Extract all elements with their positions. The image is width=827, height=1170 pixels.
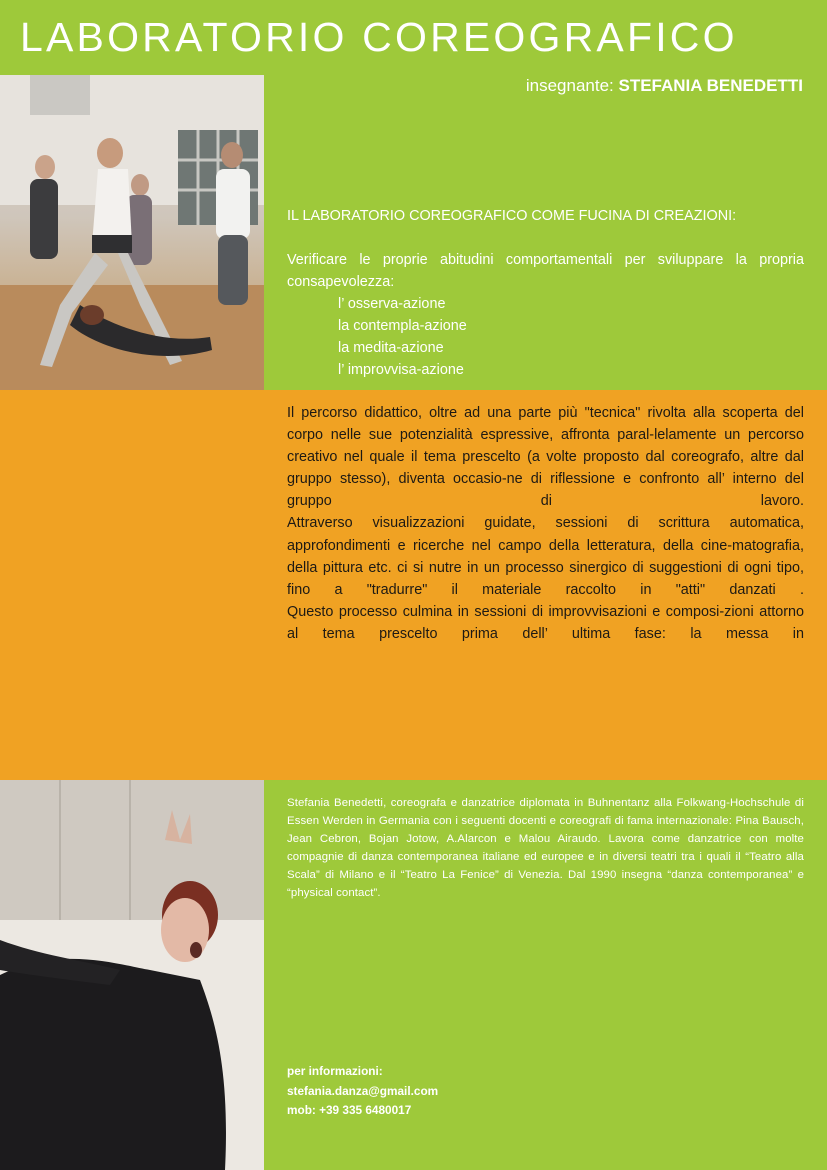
intro-paragraph: Verificare le proprie abitudini comportamentali per sviluppare la propria consapevolezza: <box>287 252 804 290</box>
contact-email[interactable]: stefania.danza@gmail.com <box>287 1083 439 1098</box>
list-item: la medita-azione <box>338 340 444 356</box>
contact-phone[interactable]: mob: +39 335 6480017 <box>287 1103 412 1118</box>
intro-section <box>287 205 804 381</box>
contact-block <box>287 1062 438 1121</box>
course-description <box>287 402 804 668</box>
teacher-line <box>526 76 803 96</box>
page-title: LABORATORIO COREOGRAFICO <box>20 14 738 60</box>
teacher-portrait-photo <box>0 780 264 1170</box>
contact-label: per informazioni: <box>287 1064 383 1078</box>
teacher-name: STEFANIA BENEDETTI <box>618 76 803 95</box>
list-item: la contempla-azione <box>338 318 467 334</box>
dance-class-photo <box>0 75 264 390</box>
intro-heading: IL LABORATORIO COREOGRAFICO COME FUCINA DI CREAZIONI: <box>287 208 737 224</box>
course-paragraph-3: Questo processo culmina in sessioni di improvvisazioni e composi-zioni attorno al tema prescelto prima dell’ ultima fase: la messa in <box>287 603 804 642</box>
teacher-bio: Stefania Benedetti, coreografa e danzatrice diplomata in Buhnentanz alla Folkwang-Hochschule di Essen Werden in Germania con i seguenti docenti e coreografi di fama internazionale: Pina Bausch, Jean Cebron, Bojan Jotow, A.Alarcon e Malou Airaudo. Lavora come danzatrice con molte compagnie di danza contemporanea italiane ed europee e in diversi teatri tra i quali il “Teatro alla Scala” di Milano e il “Teatro La Fenice” di Venezia. Dal 1990 insegna “danza contemporanea” e “physical contact”. <box>287 797 804 899</box>
course-paragraph-1: Il percorso didattico, oltre ad una parte più "tecnica" rivolta alla scoperta del corpo nelle sue potenzialità espressive, affronta paral-lelamente un percorso creativo nel quale il tema prescelto (a volte proposto dal coreografo, altre dal gruppo stesso), diventa occasio-ne di riflessione e confronto all’ interno del gruppo di lavoro. <box>287 405 804 510</box>
intro-list <box>287 293 804 381</box>
teacher-label: insegnante: <box>525 76 614 95</box>
course-paragraph-2: Attraverso visualizzazioni guidate, sessioni di scrittura automatica, approfondimenti e ricerche nel campo della letteratura, della cine-matografia, della pittura etc. ci si nutre in un processo sinergico di suggestioni di ogni tipo, fino a "tradurre" il materiale raccolto in "atti" danzati . <box>287 515 804 598</box>
list-item: l’ osserva-azione <box>338 296 446 312</box>
list-item: l’ improvvisa-azione <box>338 362 464 378</box>
